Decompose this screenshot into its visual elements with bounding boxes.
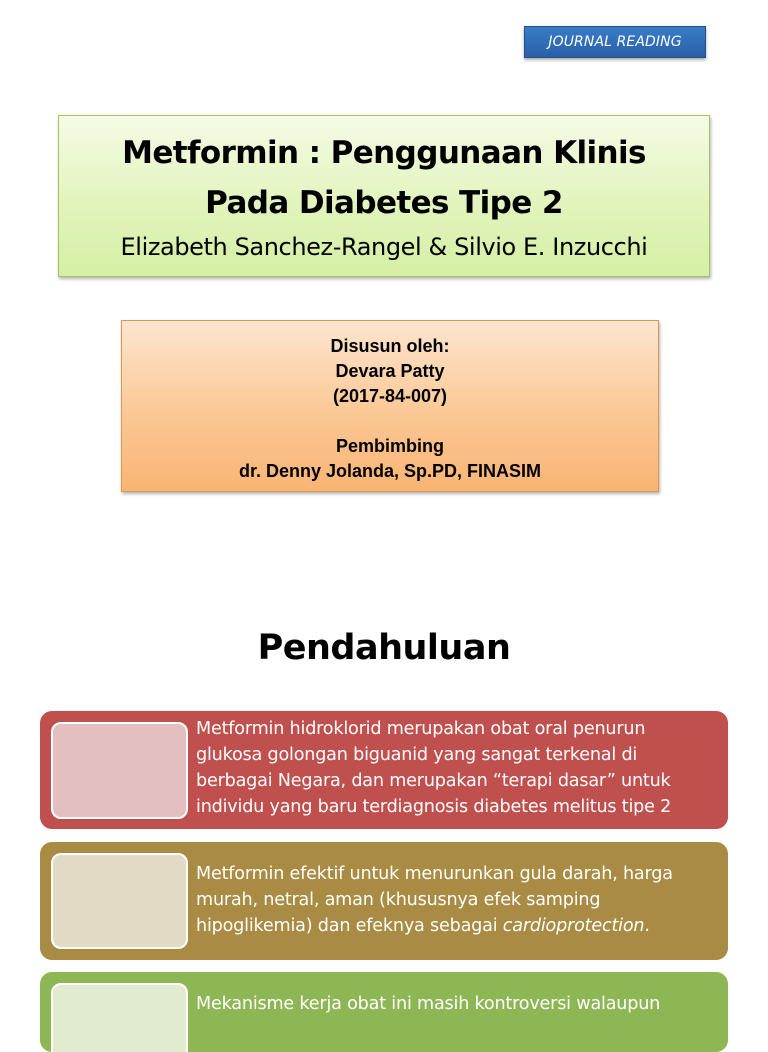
card-text-line: individu yang baru terdiagnosis diabetes melitus tipe 2	[196, 797, 672, 817]
card-thumbnail	[51, 853, 188, 949]
supervisor-label: Pembimbing	[335, 436, 444, 456]
info-box	[121, 320, 659, 492]
journal-reading-badge: JOURNAL READING	[524, 26, 706, 58]
card-text-segment: .	[644, 916, 650, 936]
presentation-title	[59, 128, 709, 228]
card-text	[196, 991, 722, 1017]
card-text-line: glukosa golongan biguanid yang sangat terkenal di	[196, 745, 638, 765]
authors: Elizabeth Sanchez-Rangel & Silvio E. Inzucchi	[120, 233, 648, 261]
title-line-1: Metformin : Penggunaan Klinis	[122, 135, 646, 171]
spacer-line	[122, 409, 658, 434]
card-thumbnail	[51, 983, 188, 1052]
section-heading: Pendahuluan	[257, 628, 511, 668]
compiler-id: (2017-84-007)	[332, 386, 448, 406]
card-text-line: murah, netral, aman (khususnya efek samping	[196, 890, 601, 910]
card-text	[196, 861, 722, 939]
card-text	[196, 716, 722, 820]
intro-card-3	[40, 972, 728, 1052]
title-box	[58, 115, 710, 277]
card-text-line	[196, 913, 722, 939]
card-text-italic: cardioprotection	[502, 916, 645, 936]
card-thumbnail	[51, 722, 188, 819]
compiled-by-label: Disusun oleh:	[330, 336, 450, 356]
card-text-line: Metformin efektif untuk menurunkan gula darah, harga	[196, 864, 673, 884]
card-text-segment: hipoglikemia) dan efeknya sebagai	[196, 916, 503, 936]
card-text-line: berbagai Negara, dan merupakan “terapi dasar” untuk	[196, 771, 671, 791]
compiler-name: Devara Patty	[335, 361, 445, 381]
card-text-line: Metformin hidroklorid merupakan obat oral penurun	[196, 719, 646, 739]
intro-card-2	[40, 842, 728, 960]
intro-card-1	[40, 711, 728, 829]
supervisor-name: dr. Denny Jolanda, Sp.PD, FINASIM	[238, 461, 542, 481]
card-text-line: Mekanisme kerja obat ini masih kontroversi walaupun	[196, 994, 661, 1014]
title-line-2: Pada Diabetes Tipe 2	[205, 185, 563, 221]
